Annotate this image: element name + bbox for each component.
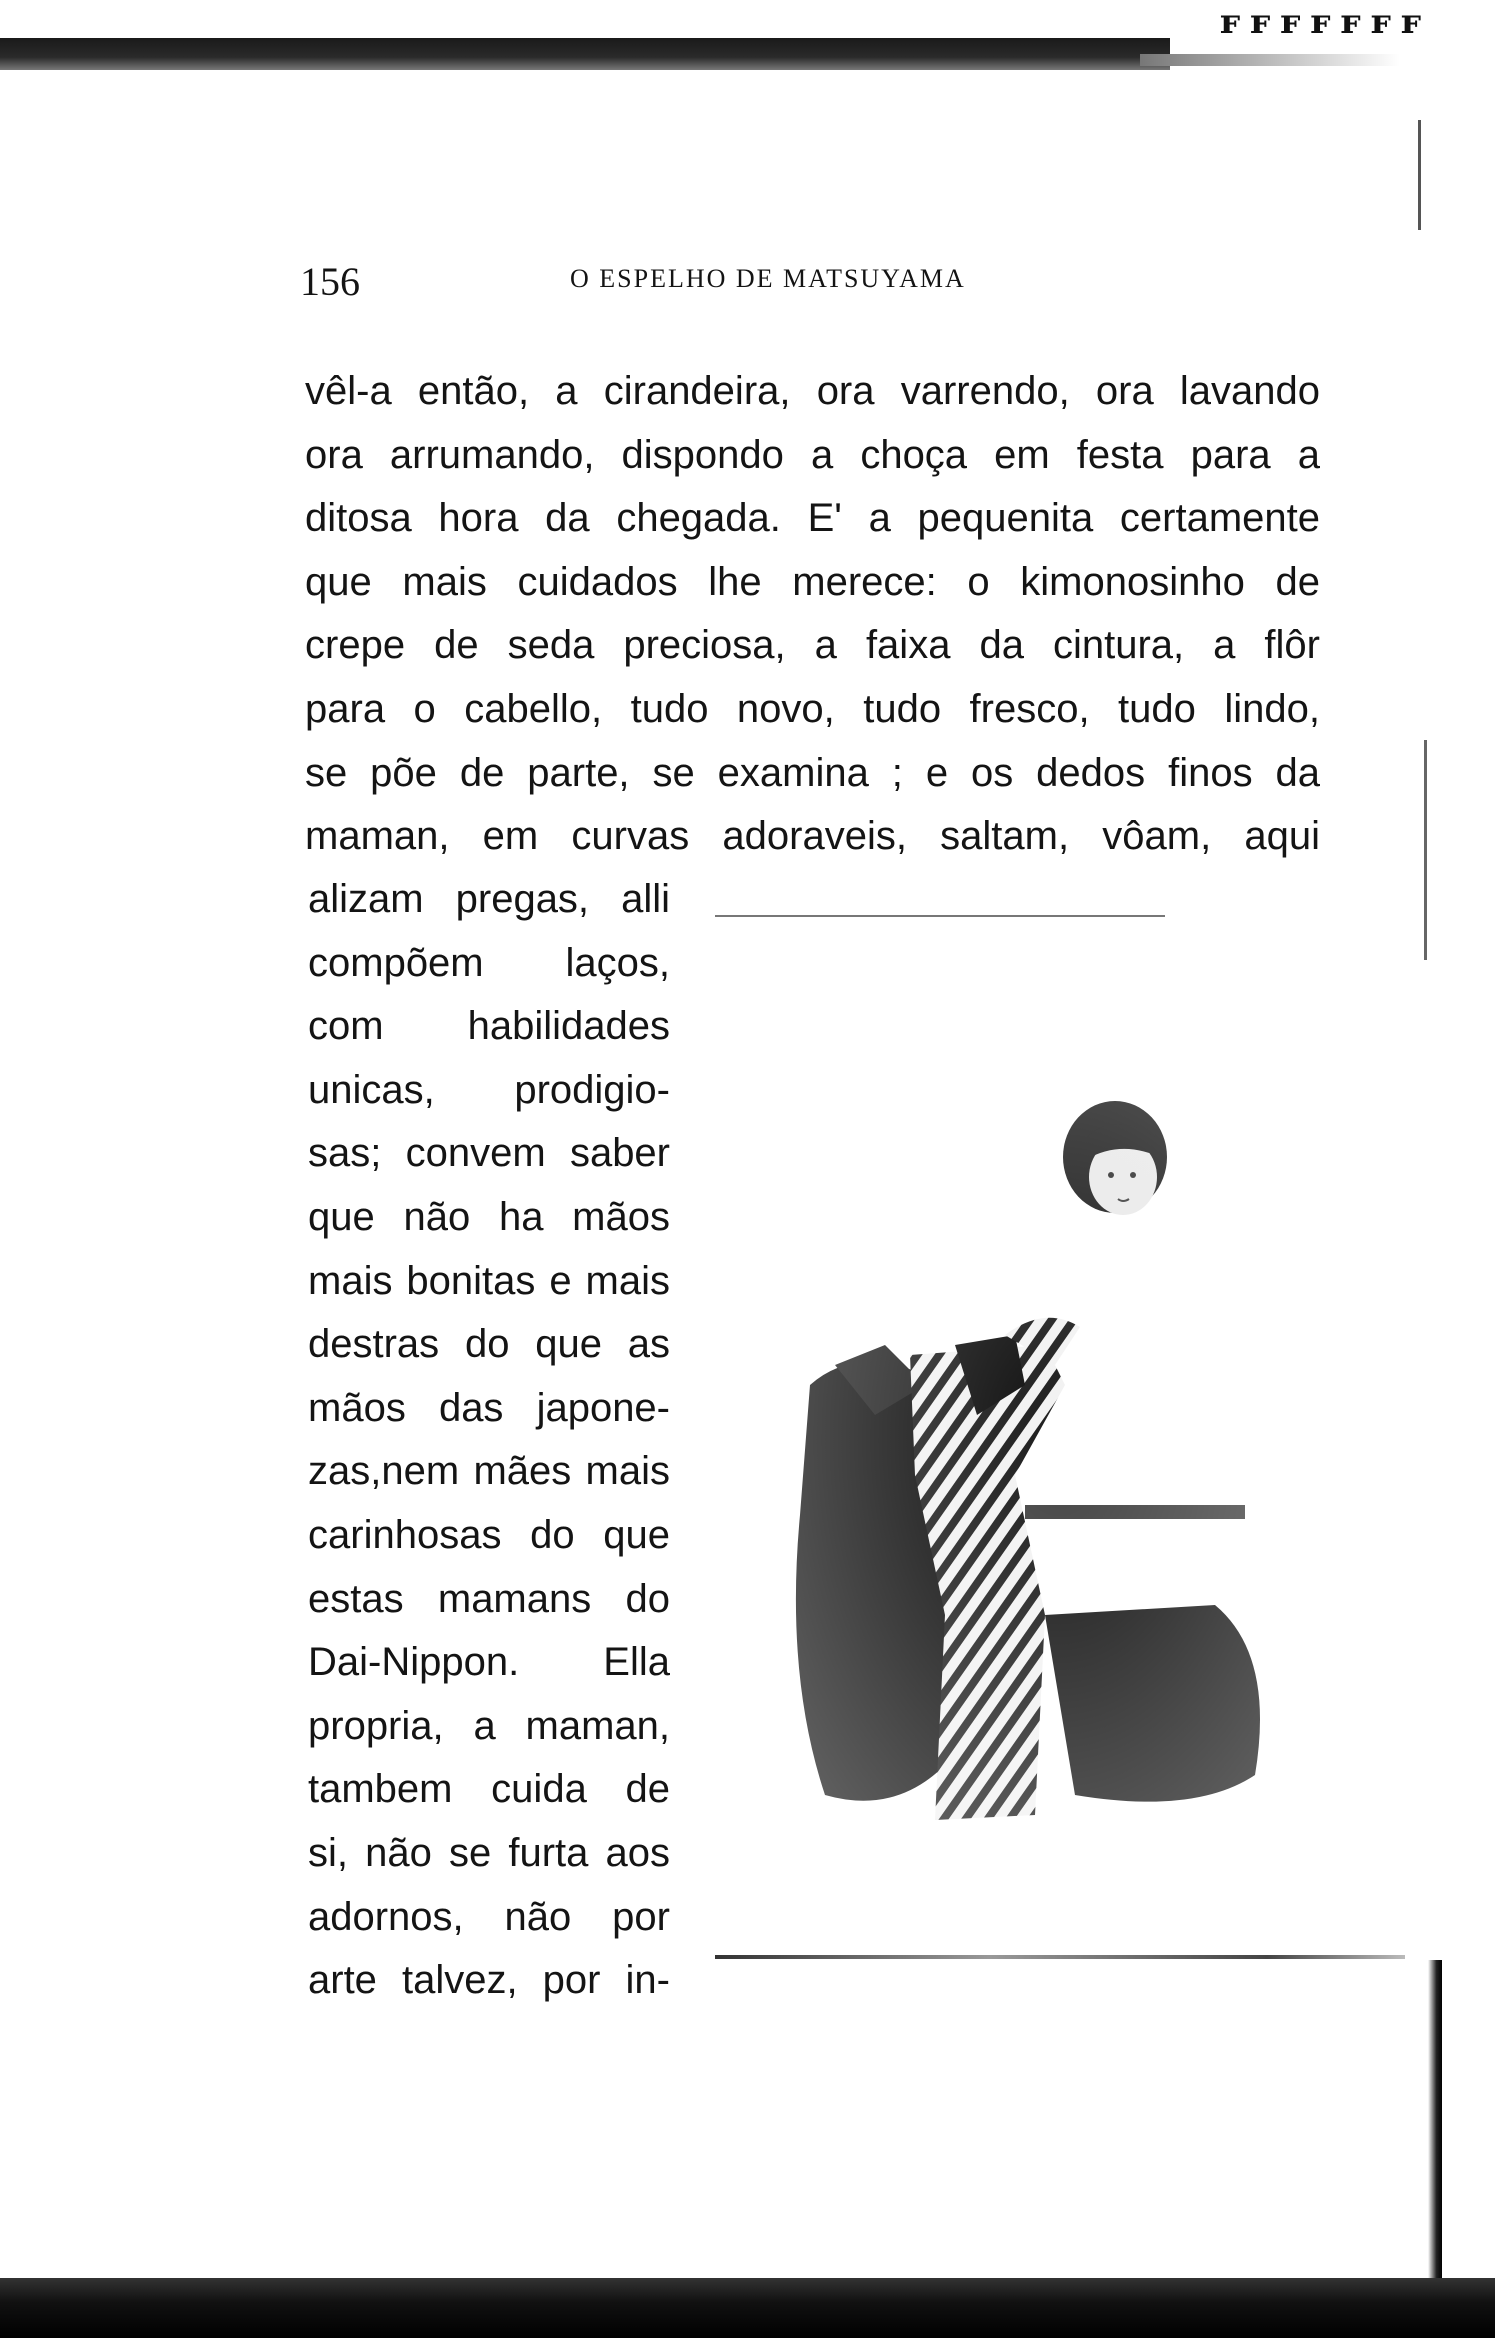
text-line: adornos, não por	[308, 1894, 670, 1939]
scan-bottom-edge	[0, 2278, 1495, 2338]
text-line: alizam pregas, alli	[308, 877, 670, 921]
running-title: O ESPELHO DE MATSUYAMA	[570, 264, 966, 293]
text-line: ora arrumando, dispondo a choça em festa para a	[305, 432, 1320, 477]
text-line: Dai-Nippon. Ella	[308, 1640, 670, 1685]
text-line: que mais cuidados lhe merece: o kimonosinho de	[305, 559, 1320, 604]
text-line: que não ha mãos	[308, 1194, 670, 1239]
scan-top-fade	[1140, 54, 1400, 66]
running-head	[300, 258, 1060, 304]
text-line: propria, a maman,	[308, 1703, 670, 1748]
text-line: unicas, prodigio-	[308, 1067, 670, 1112]
text-line: arte talvez, por in-	[308, 1958, 670, 2003]
text-line: compõem laços,	[308, 940, 670, 985]
body-text-wrapped-column	[308, 868, 670, 2013]
plate-bottom-rule	[715, 1955, 1405, 1959]
scan-right-edge	[1428, 1960, 1442, 2280]
illustration-plate	[715, 915, 1405, 1965]
text-line: destras do que as	[308, 1322, 670, 1367]
scan-edge-marks: ꜰꜰꜰꜰꜰꜰꜰ	[1220, 2, 1431, 42]
text-line: ditosa hora da chegada. E' a pequenita certamente	[305, 496, 1320, 541]
body-text-full-width	[305, 360, 1320, 869]
text-line: carinhosas do que	[308, 1512, 670, 1557]
text-line: zas,nem mães mais	[308, 1449, 670, 1494]
text-line: com habilidades	[308, 1004, 670, 1049]
text-line: mãos das japone-	[308, 1385, 670, 1430]
scan-right-line	[1418, 120, 1421, 230]
text-line: se põe de parte, se examina ; e os dedos finos da	[305, 750, 1320, 795]
plate-top-rule	[715, 915, 1165, 917]
photo-japanese-woman-illustration	[715, 915, 1405, 1965]
text-line: crepe de seda preciosa, a faixa da cintura, a flôr	[305, 623, 1320, 668]
text-line: maman, em curvas adoraveis, saltam, vôam, aqui	[305, 814, 1320, 859]
text-line: estas mamans do	[308, 1576, 670, 1621]
scan-top-edge	[0, 38, 1170, 70]
text-line: mais bonitas e mais	[308, 1258, 670, 1303]
scan-right-line-lower	[1424, 740, 1427, 960]
text-line: tambem cuida de	[308, 1767, 670, 1812]
text-line: si, não se furta aos	[308, 1830, 670, 1875]
page-number: 156	[300, 259, 360, 304]
text-line: vêl-a então, a cirandeira, ora varrendo, ora lavando	[305, 369, 1320, 413]
text-line: sas; convem saber	[308, 1131, 670, 1176]
text-line: para o cabello, tudo novo, tudo fresco, tudo lindo,	[305, 686, 1320, 731]
